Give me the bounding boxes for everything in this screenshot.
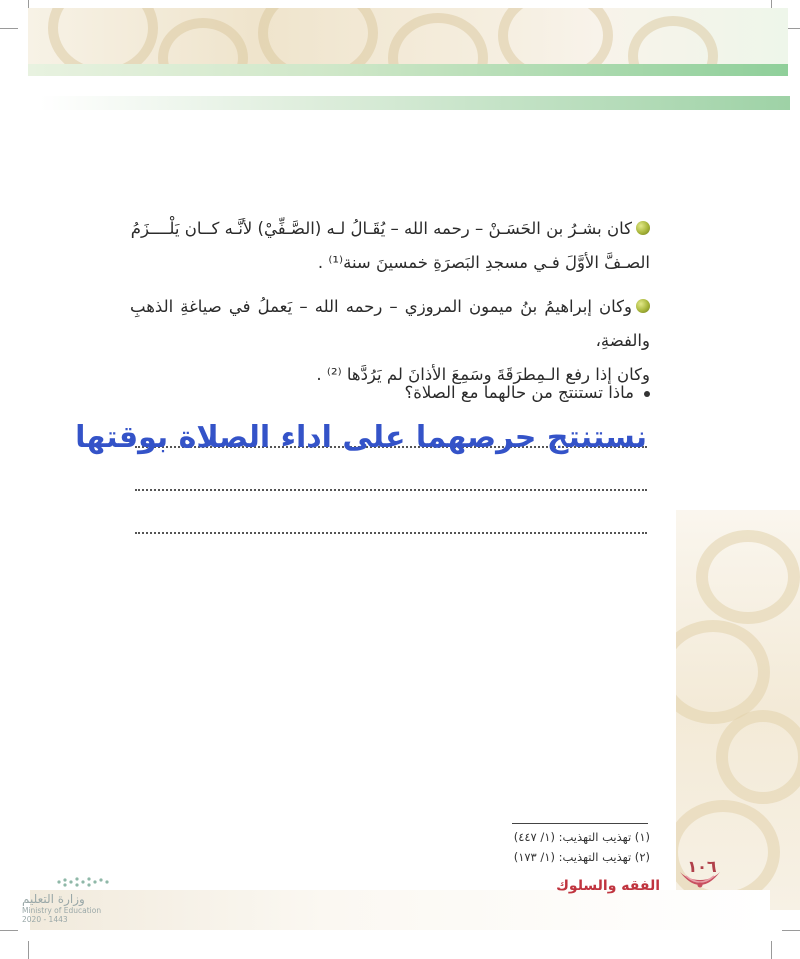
handwritten-answer: نستنتج حرصهما على اداء الصلاة بوقتها [75, 420, 647, 455]
ministry-name-english: Ministry of Education [22, 906, 102, 915]
page-number: ١٠٦ [687, 857, 717, 876]
footnote: (٢) تهذيب التهذيب: (١/ ١٧٣) [513, 850, 650, 864]
crop-mark [782, 930, 800, 931]
footnote-divider [512, 823, 648, 824]
answer-line[interactable] [135, 532, 647, 534]
header-second-bar [40, 96, 790, 110]
question-text: ماذا تستنتج من حالهما مع الصلاة؟ [404, 383, 634, 402]
answer-line[interactable] [135, 489, 647, 491]
crop-mark [771, 941, 772, 959]
ministry-name-arabic: وزارة التعليم [22, 892, 85, 906]
olive-bullet-icon [636, 221, 650, 235]
paragraph-line [130, 212, 650, 246]
paragraph-text: وكان إبراهيمُ بنُ ميمون المروزي – رحمه الله – يَعملُ في صياغةِ الذهبِ والفضةِ، [130, 297, 650, 350]
ministry-block [22, 892, 132, 924]
ministry-logo-icon [55, 876, 115, 888]
footer-ornament-strip [30, 890, 770, 930]
header-ornament-banner [28, 8, 788, 76]
paragraph-line: الصـفَّ الأوَّلَ فـي مسجدِ البَصرَةِ خمسينَ سنة⁽¹⁾ . [317, 253, 650, 272]
footnote: (١) تهذيب التهذيب: (١/ ٤٤٧) [513, 830, 650, 844]
subject-title: الفقه والسلوك [556, 878, 660, 894]
ministry-year: 2020 - 1443 [22, 915, 68, 924]
bullet-icon [644, 391, 650, 397]
paragraph-bishr [130, 212, 650, 280]
paragraph-line [130, 290, 650, 358]
header-green-bar [28, 64, 788, 76]
paragraph-text: كان بشـرُ بن الحَسَـنْ – رحمه الله – يُقَـالُ لـه (الصَّـفِّيْ) لأنَّـه كــان يَلْــــزَمُ [130, 219, 632, 238]
paragraph-line: وكان إذا رفع الـمِطرَقَةَ وسَمِعَ الأذانَ لم يَرُدَّها ⁽²⁾ . [316, 365, 650, 384]
side-ornament-panel [676, 510, 800, 910]
paragraph-ibrahim [130, 290, 650, 392]
crop-mark [0, 28, 18, 29]
question [404, 383, 650, 402]
olive-bullet-icon [636, 299, 650, 313]
crop-mark [0, 930, 18, 931]
crop-mark [28, 941, 29, 959]
